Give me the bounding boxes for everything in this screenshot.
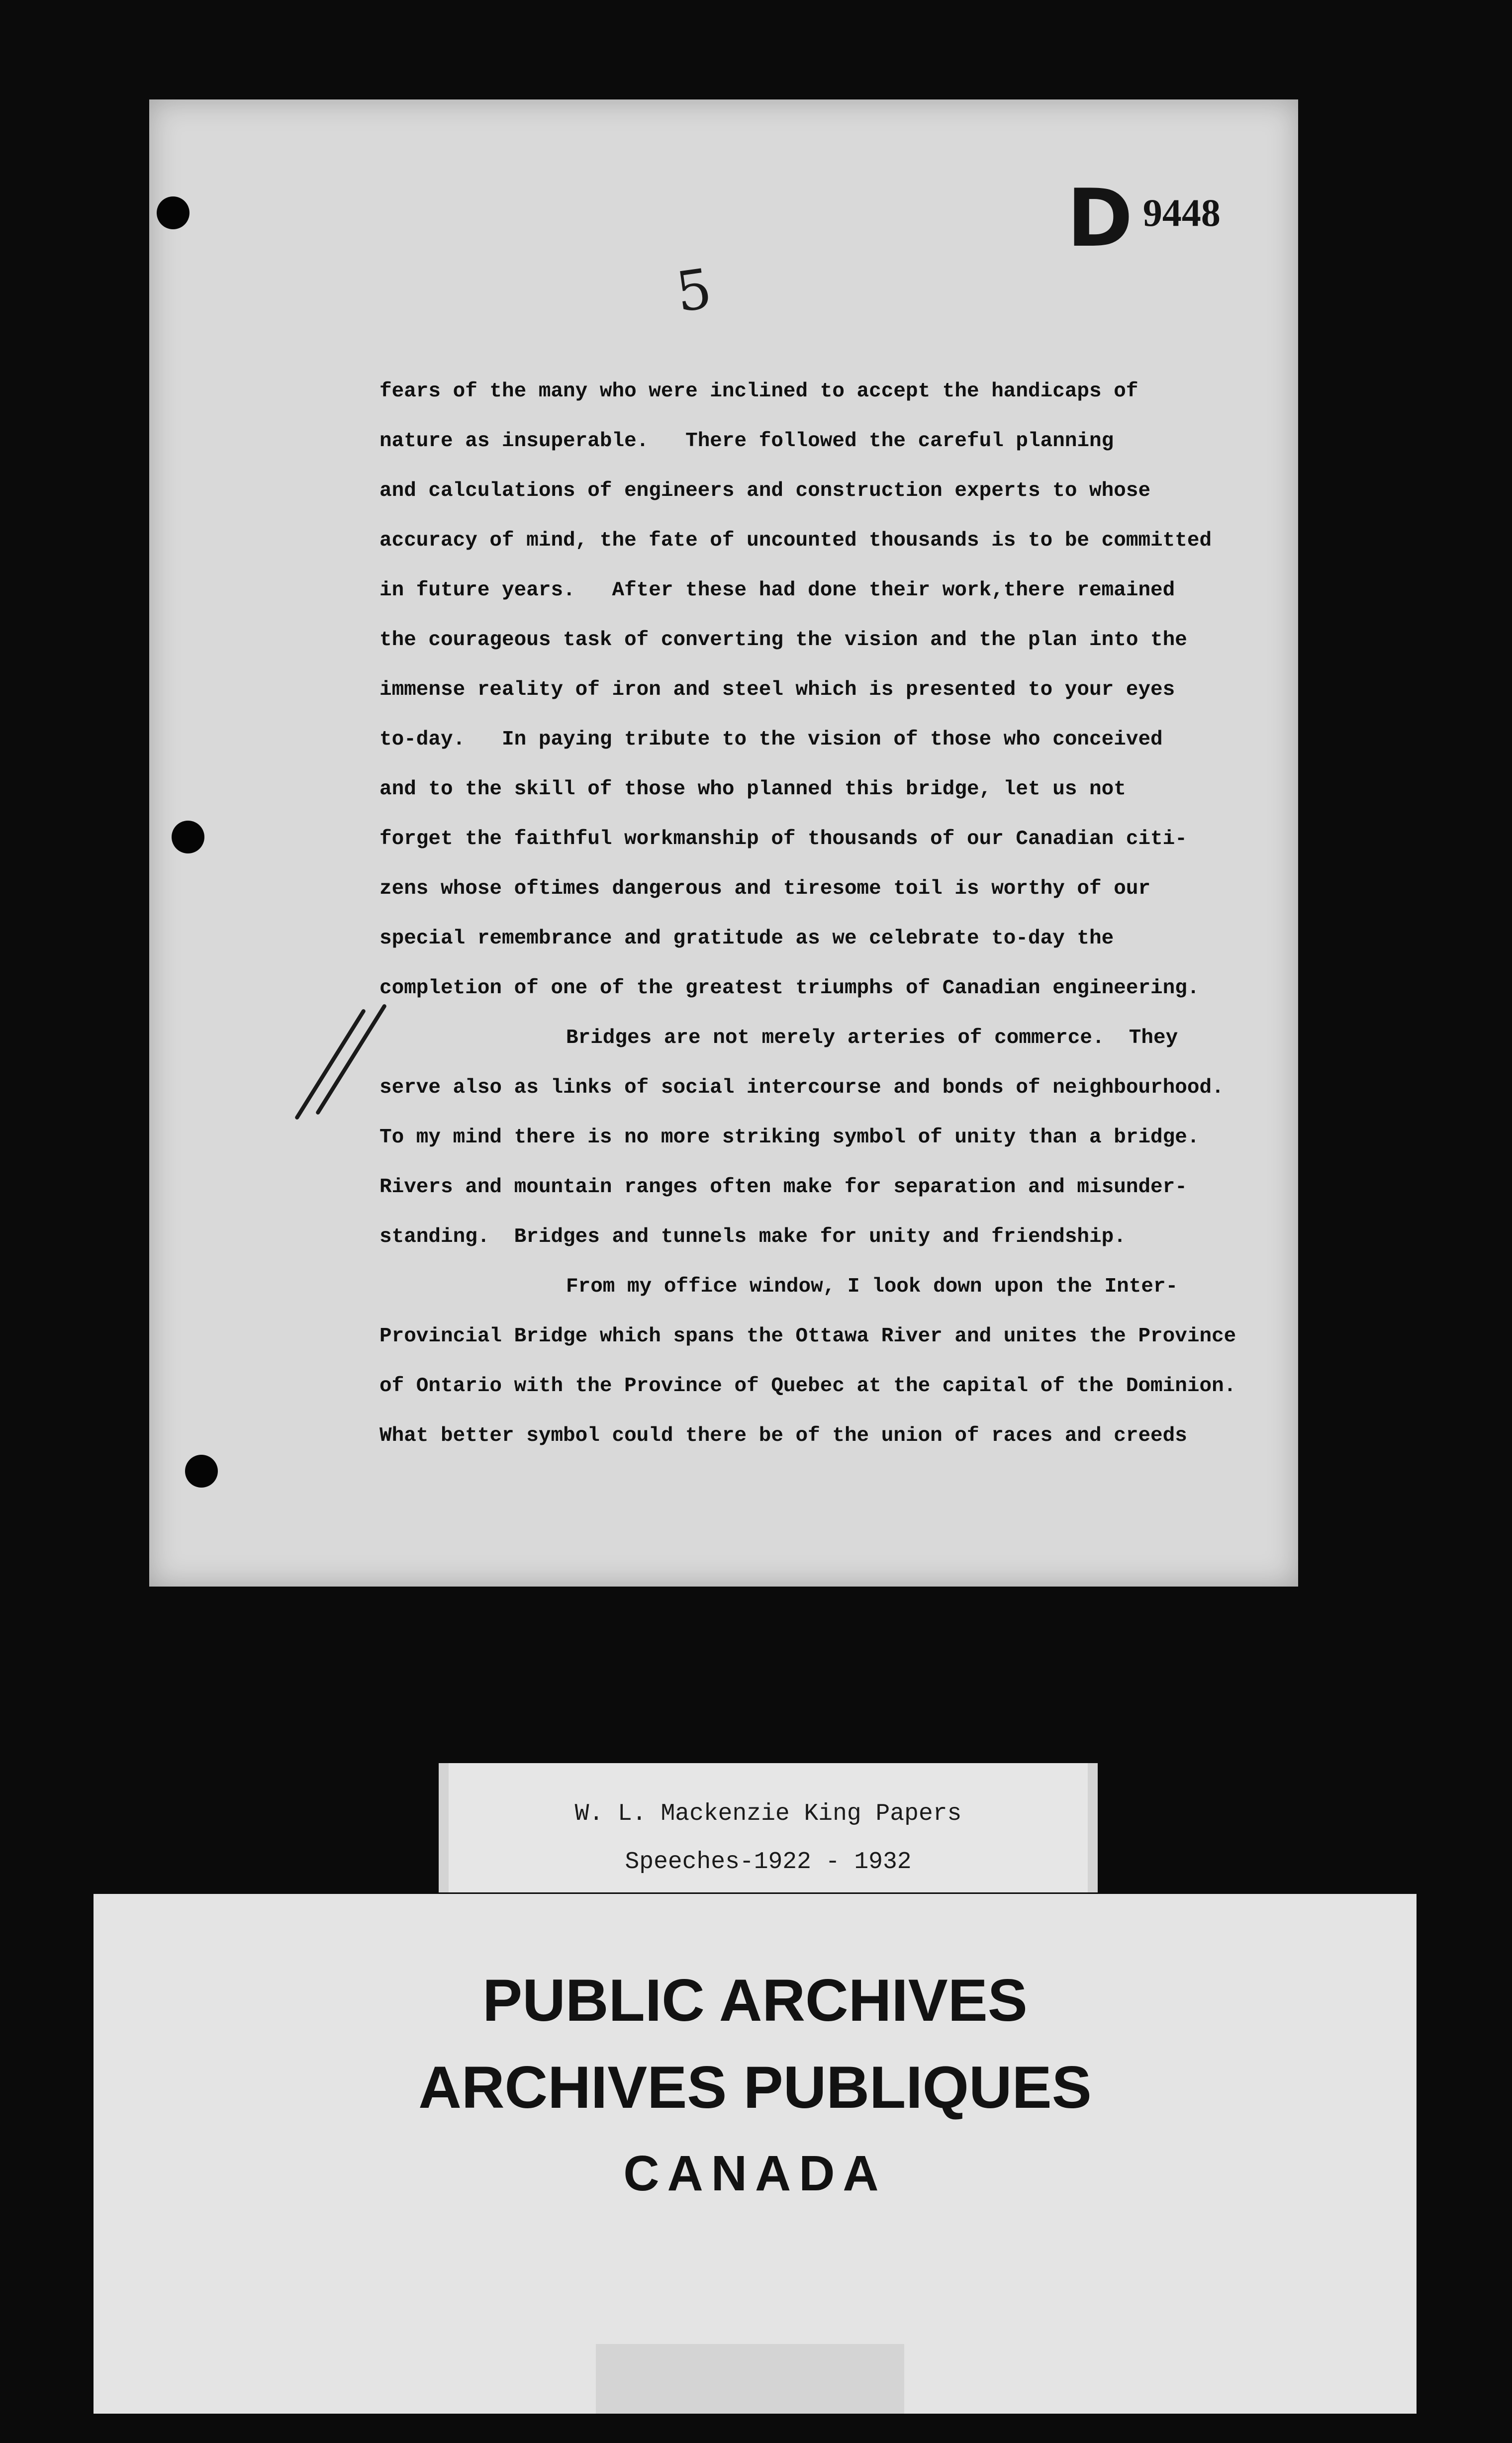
text-line: Rivers and mountain ranges often make for separation and misunder- xyxy=(379,1176,1187,1199)
typed-body-text xyxy=(379,367,1305,1461)
page-number: 5 xyxy=(672,256,716,325)
archive-name-english: PUBLIC ARCHIVES xyxy=(482,1967,1028,2034)
collection-range: Speeches-1922 - 1932 xyxy=(625,1849,912,1876)
text-line: of Ontario with the Province of Quebec at the capital of the Dominion. xyxy=(379,1375,1236,1398)
document-id xyxy=(1067,172,1221,265)
text-line: Bridges are not merely arteries of commerce. They xyxy=(566,1027,1178,1049)
text-line: zens whose oftimes dangerous and tiresome toil is worthy of our xyxy=(379,877,1151,900)
text-line: To my mind there is no more striking symbol of unity than a bridge. xyxy=(379,1126,1200,1149)
archive-name-french: ARCHIVES PUBLIQUES xyxy=(418,2054,1092,2121)
text-line: Provincial Bridge which spans the Ottawa River and unites the Province xyxy=(379,1325,1236,1348)
text-line: nature as insuperable. There followed the careful planning xyxy=(379,430,1114,453)
text-line: in future years. After these had done their work,there remained xyxy=(379,579,1175,602)
text-line: completion of one of the greatest triumphs of Canadian engineering. xyxy=(379,977,1200,1000)
collection-title: W. L. Mackenzie King Papers xyxy=(574,1800,962,1827)
document-id-prefix: D xyxy=(1067,172,1133,265)
text-line: standing. Bridges and tunnels make for unity and friendship. xyxy=(379,1225,1126,1248)
text-line: immense reality of iron and steel which is presented to your eyes xyxy=(379,678,1175,701)
punch-hole-bottom xyxy=(185,1455,218,1488)
text-line: and calculations of engineers and construction experts to whose xyxy=(379,479,1151,502)
text-line: the courageous task of converting the vision and the plan into the xyxy=(379,629,1187,652)
text-line: forget the faithful workmanship of thousands of our Canadian citi- xyxy=(379,828,1187,850)
text-line: serve also as links of social intercourse and bonds of neighbourhood. xyxy=(379,1076,1224,1099)
text-line: special remembrance and gratitude as we celebrate to-day the xyxy=(379,927,1114,950)
archive-country: CANADA xyxy=(623,2146,887,2201)
punch-hole-top xyxy=(157,196,189,229)
margin-paragraph-mark xyxy=(313,995,373,1144)
text-line: and to the skill of those who planned this bridge, let us not xyxy=(379,778,1126,801)
punch-hole-middle xyxy=(172,821,204,853)
document-id-number: 9448 xyxy=(1142,191,1221,234)
text-line: From my office window, I look down upon the Inter- xyxy=(566,1275,1178,1298)
text-line: What better symbol could there be of the union of races and creeds xyxy=(379,1424,1187,1447)
archive-label xyxy=(94,1894,1417,2414)
text-line: to-day. In paying tribute to the vision of those who conceived xyxy=(379,728,1163,751)
document-page xyxy=(149,99,1298,1587)
collection-label xyxy=(439,1763,1098,1892)
text-line: fears of the many who were inclined to accept the handicaps of xyxy=(379,380,1138,403)
text-line: accuracy of mind, the fate of uncounted thousands is to be committed xyxy=(379,529,1212,552)
